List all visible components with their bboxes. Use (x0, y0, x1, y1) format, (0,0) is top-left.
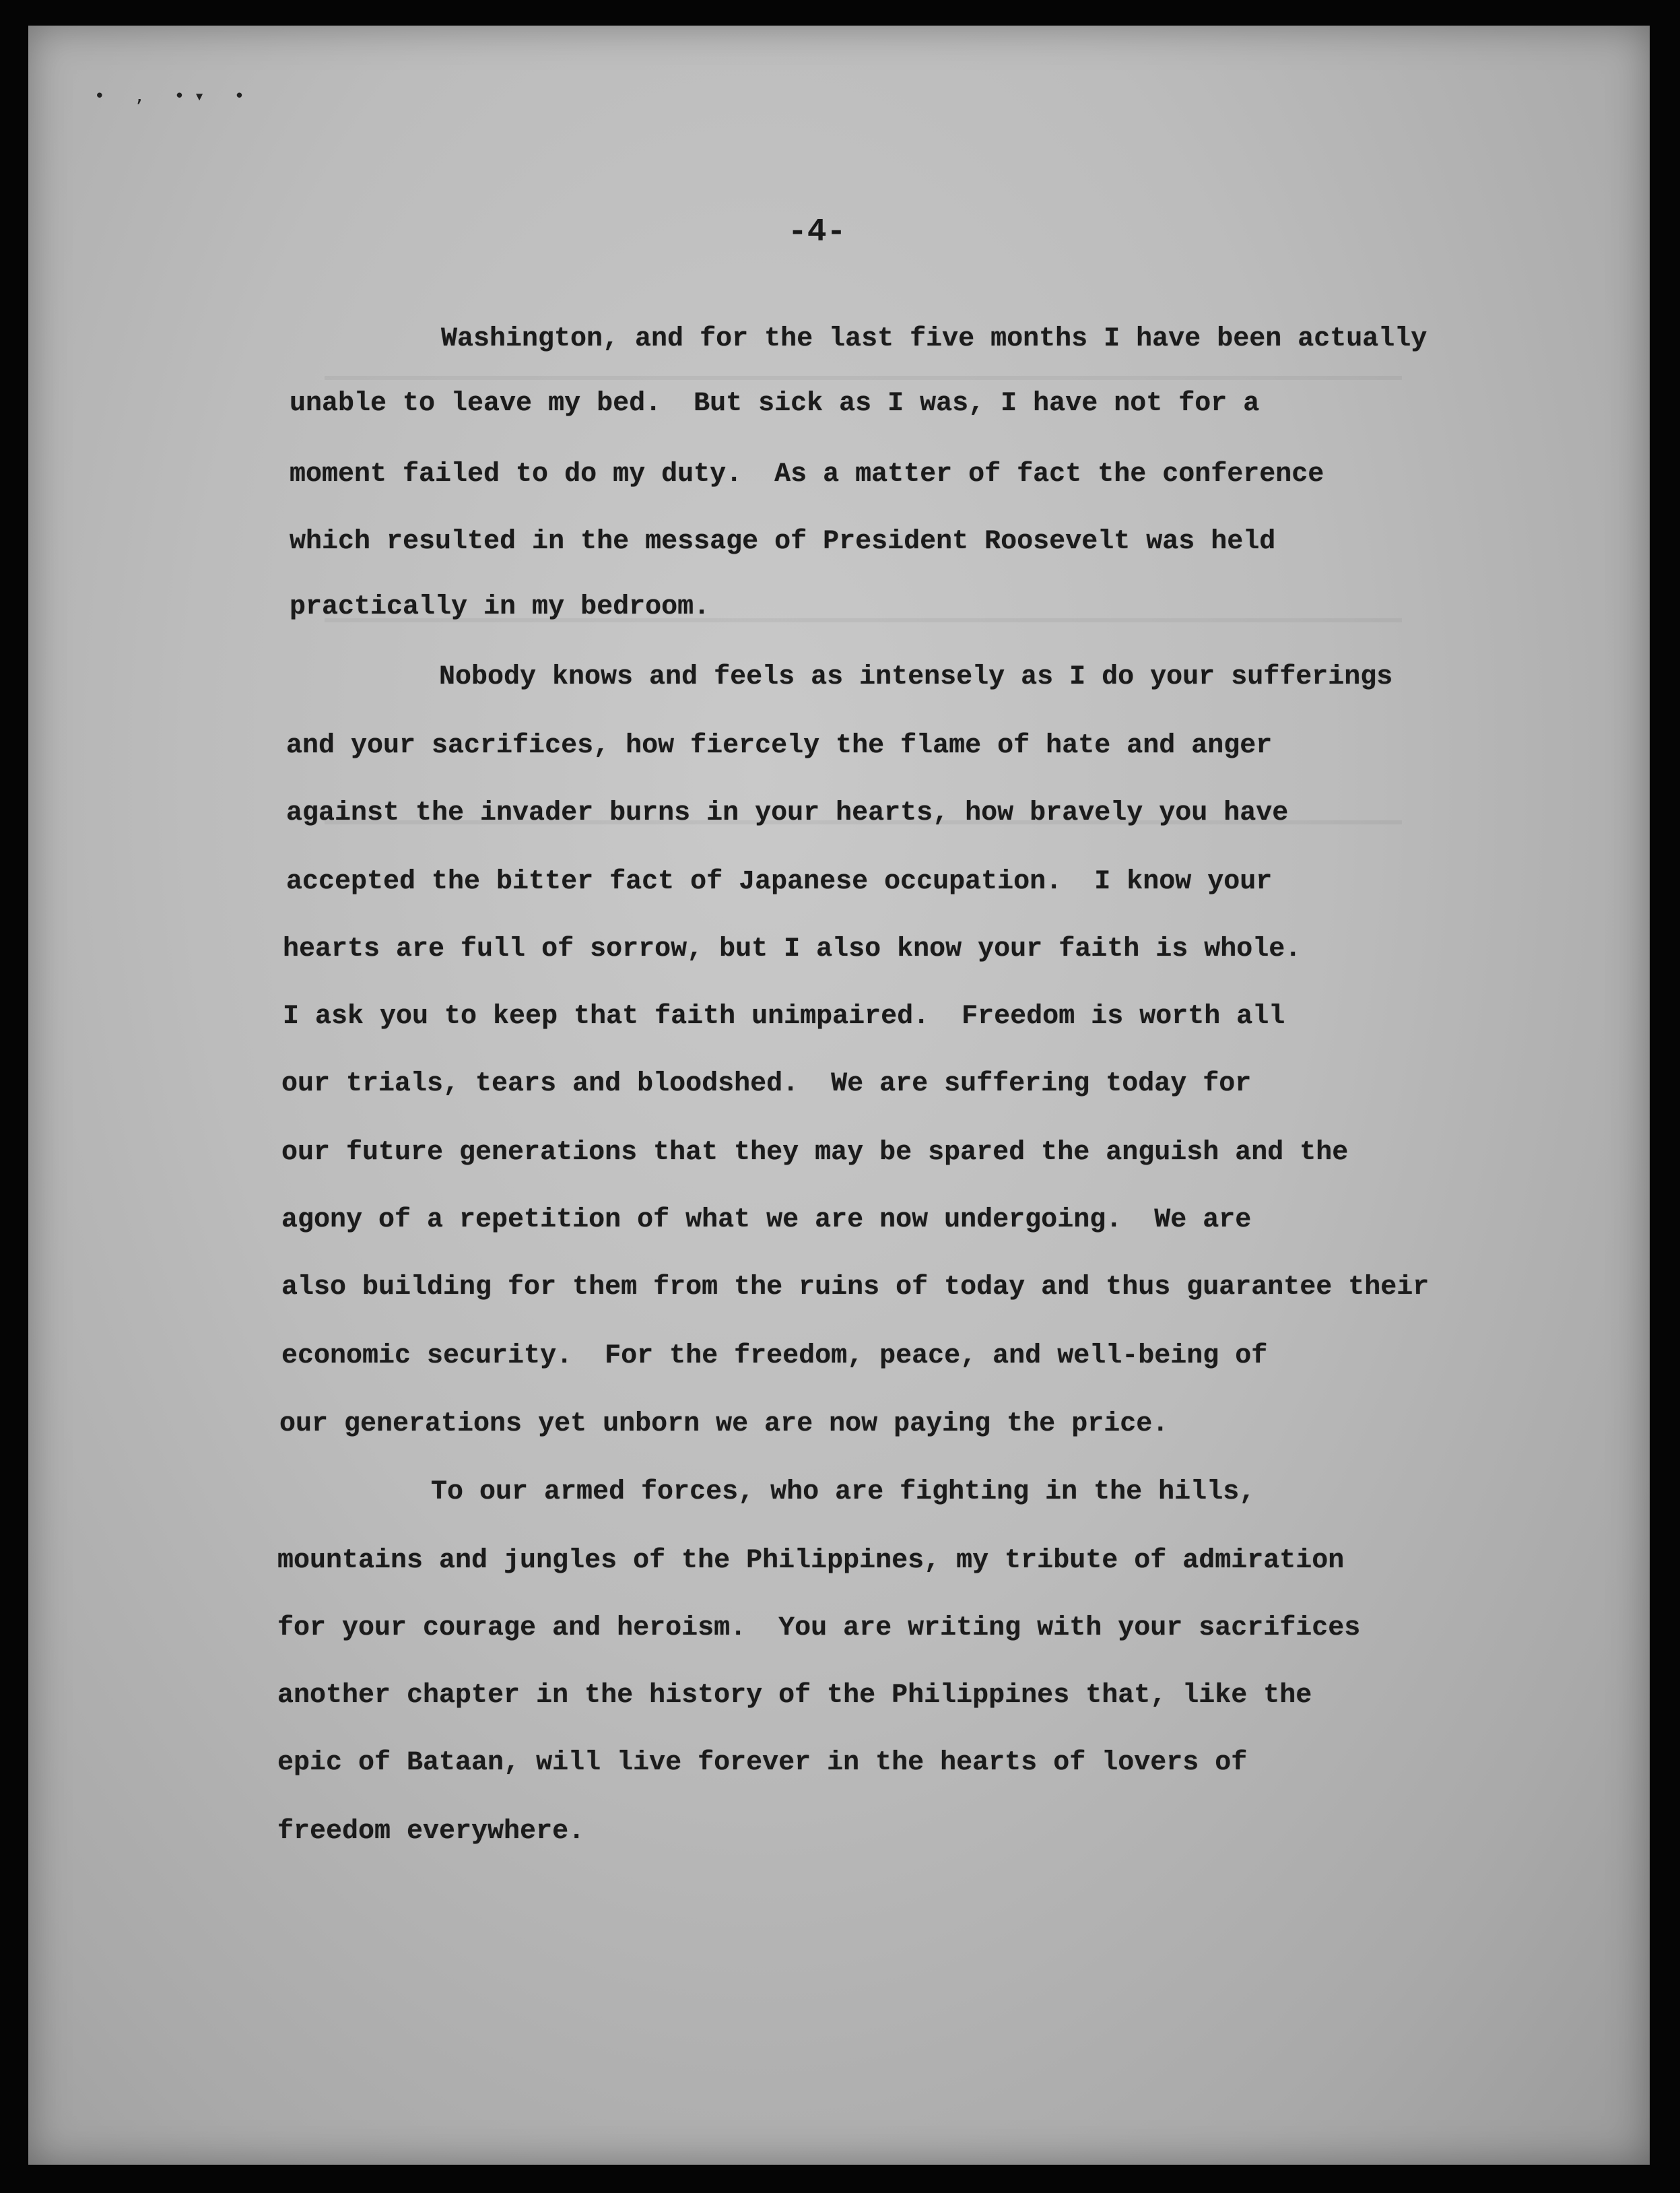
text-line: freedom everywhere. (277, 1816, 585, 1847)
text-line: our future generations that they may be spared the anguish and the (281, 1138, 1349, 1168)
text-line: practically in my bedroom. (290, 592, 710, 622)
text-line: unable to leave my bed. But sick as I was, I have not for a (290, 389, 1260, 419)
text-line: another chapter in the history of the Philippines that, like the (277, 1680, 1312, 1711)
page-number: -4- (788, 214, 846, 251)
text-line: I ask you to keep that faith unimpaired. Freedom is worth all (283, 1002, 1285, 1032)
text-line: Washington, and for the last five months I have been actually (441, 324, 1427, 354)
text-line: our generations yet unborn we are now paying the price. (279, 1409, 1169, 1439)
text-line: agony of a repetition of what we are now undergoing. We are (281, 1205, 1252, 1235)
text-line: mountains and jungles of the Philippines, my tribute of admiration (277, 1546, 1345, 1576)
text-line: To our armed forces, who are fighting in the hills, (431, 1477, 1256, 1507)
text-line: epic of Bataan, will live forever in the hearts of lovers of (277, 1748, 1248, 1778)
text-line: which resulted in the message of President Roosevelt was held (290, 527, 1276, 557)
text-line: and your sacrifices, how fiercely the flame of hate and anger (286, 731, 1273, 761)
text-line: accepted the bitter fact of Japanese occupation. I know your (286, 867, 1273, 897)
text-line: also building for them from the ruins of today and thus guarantee their (281, 1272, 1430, 1303)
text-line: for your courage and heroism. You are writing with your sacrifices (277, 1613, 1361, 1643)
text-line: Nobody knows and feels as intensely as I do your sufferings (439, 662, 1393, 692)
text-line: hearts are full of sorrow, but I also know your faith is whole. (283, 934, 1302, 964)
text-line: moment failed to do my duty. As a matter of fact the conference (290, 459, 1324, 490)
corner-marks: • , •▾ • (94, 86, 255, 106)
text-line: economic security. For the freedom, peace, and well-being of (281, 1341, 1268, 1371)
text-line: our trials, tears and bloodshed. We are suffering today for (281, 1069, 1252, 1099)
text-line: against the invader burns in your hearts, how bravely you have (286, 798, 1289, 828)
